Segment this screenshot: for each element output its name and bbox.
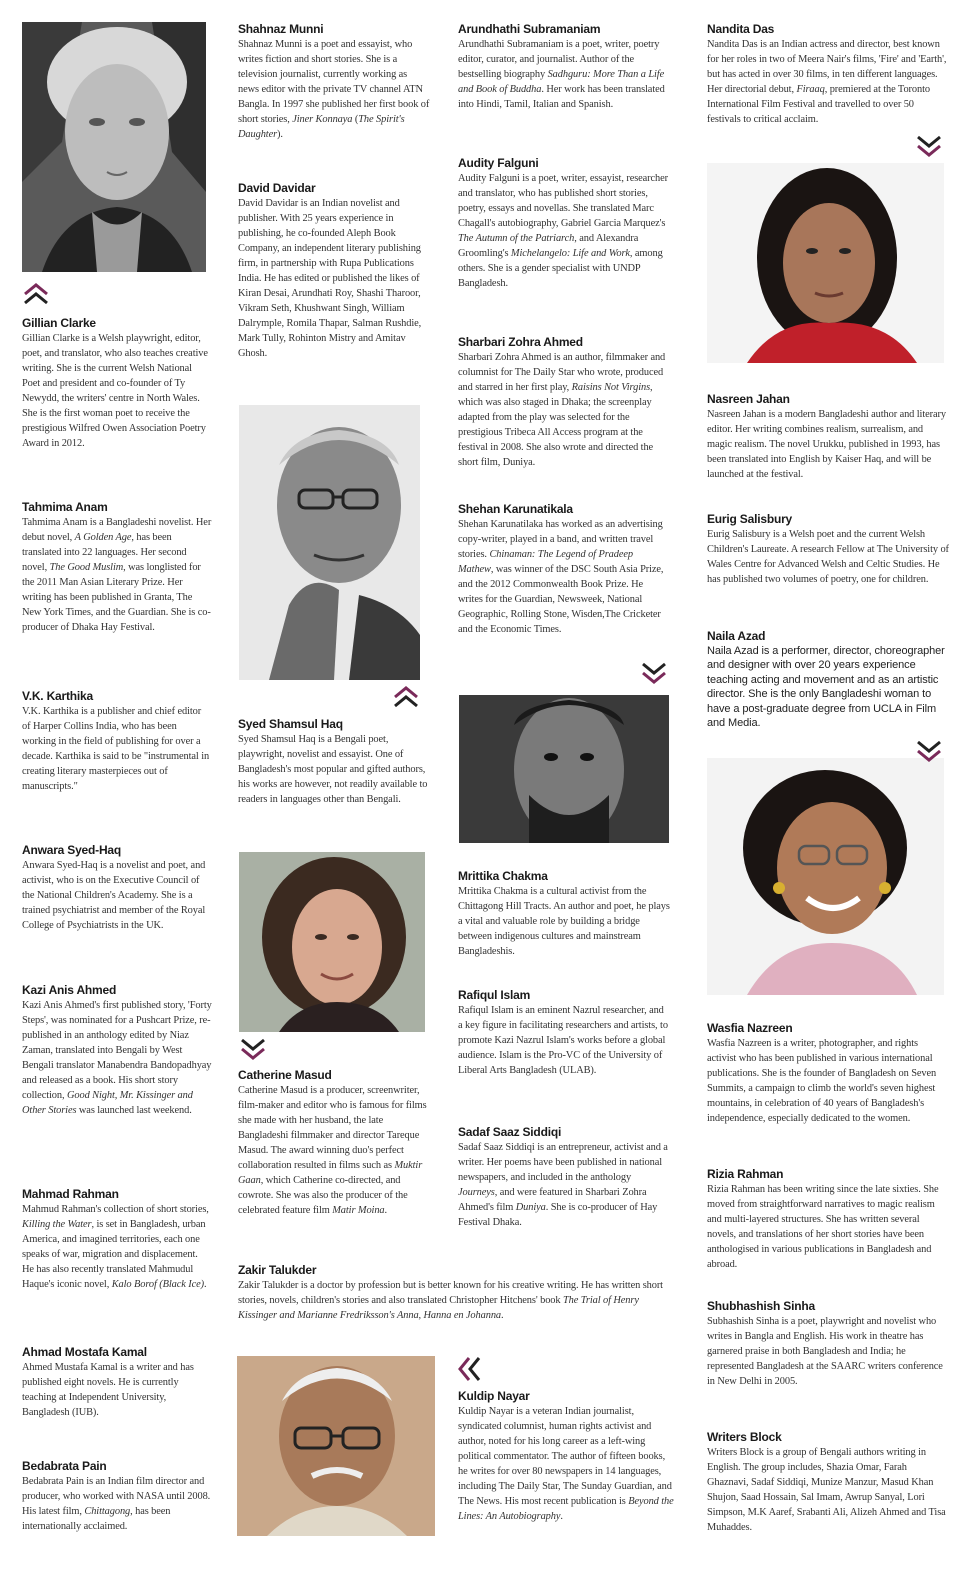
author-name: Rizia Rahman <box>707 1167 784 1181</box>
author-name: Audity Falguni <box>458 156 539 170</box>
author-name: Naila Azad <box>707 629 766 643</box>
author-bio: Gillian Clarke is a Welsh playwright, editor, poet, and translator, who also teaches creative writing. She is the current Welsh National Poet and president and co-founder of Ty Newydd, the writers' centre in North Wales. She is the first woman poet to receive the prestigious Wilfred Owen Association Poetry Award in 2012. <box>22 333 208 449</box>
entry-catherine-masud <box>238 1068 430 1218</box>
author-name: Kazi Anis Ahmed <box>22 983 117 997</box>
author-name: Anwara Syed-Haq <box>22 843 122 857</box>
entry-kuldip-nayar <box>458 1389 676 1524</box>
entry-naila-azad <box>707 629 949 730</box>
entry-nandita-das <box>707 22 949 127</box>
entry-writers-block <box>707 1430 949 1535</box>
chevron-up-icon <box>393 686 419 708</box>
author-bio: Zakir Talukder is a doctor by profession but is better known for his creative writing. He has written short stories, novels, children's stories and also translated Christopher Hitchens' book The Trial of Henry Kissinger and Marianne Fredriksson's Anna, Hanna en Johanna. <box>238 1280 663 1321</box>
chevron-down-icon <box>916 135 942 157</box>
entry-nasreen-jahan <box>707 392 949 482</box>
entry-ahmad-mostafa-kamal <box>22 1345 212 1420</box>
entry-sharbari-zohra-ahmed <box>458 335 670 470</box>
author-bio: Rizia Rahman has been writing since the late sixties. She moved from straightforward narratives to magic realism and multi-layered structures. She has written several novels, and translations of her short stories have been anthologised in various publications in Bangladesh and abroad. <box>707 1184 939 1270</box>
entry-zakir-talukder <box>238 1263 668 1323</box>
entry-mahmad-rahman <box>22 1187 212 1292</box>
author-bio: Catherine Masud is a producer, screenwriter, film-maker and editor who is famous for films she made with her husband, the late Bangladeshi filmmaker and director Tareque Masud. The award winning duo's perfect collaboration resulted in films such as Muktir Gaan, which Catherine co-directed, and cowrote. She was also the producer of the celebrated feature film Matir Moina. <box>238 1085 427 1216</box>
author-bio: Writers Block is a group of Bengali authors writing in English. The group includes, Shazia Omar, Farah Ghaznavi, Sadaf Siddiqi, Munize Manzur, Masud Khan Shujon, Saad Hossain, Sal Imam, Awrup Sanyal, Lori Simpson, M.K Aaref, Srabanti Ali, Alizeh Ahmed and Tisa Muhaddes. <box>707 1447 946 1533</box>
author-bio: David Davidar is an Indian novelist and publisher. With 25 years experience in publishing, he co-founded Aleph Book Company, an independent literary publishing firm, in partnership with Rupa Publications India. He has edited or published the likes of Kiran Desai, Arundhati Roy, Shashi Tharoor, Vikram Seth, Khushwant Singh, William Dalrymple, Romila Thapar, Salman Rushdie, Mark Tully, Rohinton Mistry and Amitav Ghosh. <box>238 198 422 359</box>
author-name: David Davidar <box>238 181 316 195</box>
entry-bedabrata-pain <box>22 1459 212 1534</box>
author-bio: Ahmed Mustafa Kamal is a writer and has published eight novels. He is currently teaching at Independent University, Bangladesh (IUB). <box>22 1362 194 1418</box>
nandita-das-photo <box>707 163 944 363</box>
author-bio: Eurig Salisbury is a Welsh poet and the current Welsh Children's Laureate. A research Fellow at The University of Wales Centre for Advanced Welsh and Celtic Studies. He has published two volumes of poetry, one for children. <box>707 529 949 585</box>
author-name: Eurig Salisbury <box>707 512 793 526</box>
author-bio: Tahmima Anam is a Bangladeshi novelist. Her debut novel, A Golden Age, has been translated into 22 languages. Her second novel, The Good Muslim, was longlisted for the 2011 Man Asian Literary Prize. Her writing has been published in Granta, The New York Times, and the Guardian. She is co-producer of Dhaka Hay Festival. <box>22 517 212 633</box>
author-name: Ahmad Mostafa Kamal <box>22 1345 147 1359</box>
author-bio: Rafiqul Islam is an eminent Nazrul researcher, and a key figure in facilitating researchers and artists, to promote Kazi Nazrul Islam's works before a global audience. Islam is the Pro-VC of the University of Liberal Arts Bangladesh (ULAB). <box>458 1005 668 1076</box>
entry-shahnaz-munni <box>238 22 430 142</box>
gillian-clarke-photo <box>22 22 206 272</box>
author-bio: Syed Shamsul Haq is a Bengali poet, playwright, novelist and essayist. One of Bangladesh's most popular and gifted authors, his works are however, not readily available to readers in languages other than Bengali. <box>238 734 428 805</box>
author-bio: Bedabrata Pain is an Indian film director and producer, who worked with NASA until 2008. His latest film, Chittagong, has been internationally acclaimed. <box>22 1476 211 1532</box>
author-name: Shahnaz Munni <box>238 22 324 36</box>
entry-shehan-karunatilaka <box>458 502 670 637</box>
author-bio: Audity Falguni is a poet, writer, essayist, researcher and translator, who has published short stories, poetry, essays and novellas. She translated Marc Chagall's autobiography, Gabriel Garcia Marquez's The Autumn of the Patriarch, and Alexandra Groomling's Michelangelo: Life and Work, among others. She is a gender specialist with UNDP Bangladesh. <box>458 173 669 289</box>
author-name: Tahmima Anam <box>22 500 108 514</box>
author-name: Shehan Karunatikala <box>458 502 573 516</box>
author-bio: Sharbari Zohra Ahmed is an author, filmmaker and columnist for The Daily Star who wrote, produced and starred in her first play, Raisins Not Virgins, which was also staged in Dhaka; the screenplay adapted from the play was selected for the prestigious Tribeca All Access program at the festival in 2008. She also wrote and directed the short film, Duniya. <box>458 352 666 468</box>
entry-rafiqul-islam <box>458 988 670 1078</box>
author-name: Rafiqul Islam <box>458 988 531 1002</box>
author-name: Writers Block <box>707 1430 782 1444</box>
author-name: Arundhathi Subramaniam <box>458 22 601 36</box>
entry-shubhashish-sinha <box>707 1299 949 1389</box>
kuldip-nayar-photo <box>237 1356 435 1536</box>
author-name: Kuldip Nayar <box>458 1389 530 1403</box>
entry-tahmima-anam <box>22 500 212 635</box>
entry-audity-falguni <box>458 156 670 291</box>
author-bio: Kazi Anis Ahmed's first published story, 'Forty Steps', was nominated for a Pushcart Prize, re-published in an anthology edited by Niaz Zaman, translated into Bengali by West Bengali translator Manabendra Bandopadhyay and released as a book. His short story collection, Good Night, Mr. Kissinger and Other Stories was launched last weekend. <box>22 1000 212 1116</box>
chevron-up-icon <box>23 283 49 305</box>
author-bio: Wasfia Nazreen is a writer, photographer, and rights activist who has been published in various international publications. She is the founder of Bangladesh on Seven Summits, a campaign to climb the world's seven highest mountains, in celebration of 40 years of Bangladesh's independence, especially dedicated to the women. <box>707 1038 937 1124</box>
author-bio: Mrittika Chakma is a cultural activist from the Chittagong Hill Tracts. An author and poet, he plays a vital and valuable role by building a bridge between indigenous cultures and mainstream Bangladeshis. <box>458 886 670 957</box>
author-name: Shubhashish Sinha <box>707 1299 815 1313</box>
author-bio: Sadaf Saaz Siddiqi is an entrepreneur, activist and a writer. Her poems have been published in national newspapers, and included in the anthology Journeys, and were featured in Sharbari Zohra Ahmed's film Duniya. She is co-producer of Hay Festival Dhaka. <box>458 1142 668 1228</box>
entry-wasfia-nazreen <box>707 1021 949 1126</box>
entry-sadaf-saaz-siddiqi <box>458 1125 670 1230</box>
author-bio: Arundhathi Subramaniam is a poet, writer, poetry editor, curator, and journalist. Author of the bestselling biography Sadhguru: More Than a Life and Book of Buddha. Her work has been translated into Hindi, Tamil, Italian and Spanish. <box>458 39 665 110</box>
entry-rizia-rahman <box>707 1167 949 1272</box>
author-name: Mahmad Rahman <box>22 1187 119 1201</box>
entry-david-davidar <box>238 181 430 361</box>
author-bio: Nasreen Jahan is a modern Bangladeshi author and literary editor. Her writing combines realism, surrealism, and magic realism. The novel Urukku, published in 1993, has been translated into English by Kaiser Haq, and will be launched at the festival. <box>707 409 946 480</box>
entry-gillian-clarke <box>22 316 212 451</box>
author-bio: Mahmud Rahman's collection of short stories, Killing the Water, is set in Bangladesh, urban America, and imagined territories, each one speaks of war, migration and displacement. He has also recently translated Mahmudul Haque's iconic novel, Kalo Borof (Black Ice). <box>22 1204 209 1290</box>
chevron-left-icon <box>458 1356 482 1382</box>
catherine-masud-photo <box>239 852 425 1032</box>
author-name: Sadaf Saaz Siddiqi <box>458 1125 562 1139</box>
chevron-down-icon <box>240 1038 266 1060</box>
entry-syed-shamsul-haq <box>238 717 430 807</box>
author-bio: Anwara Syed-Haq is a novelist and poet, and activist, who is on the Executive Council of the National Children's Academy. She is a trained psychiatrist and member of the Royal College of Psychiatrists in the UK. <box>22 860 206 931</box>
author-name: Syed Shamsul Haq <box>238 717 343 731</box>
author-name: Sharbari Zohra Ahmed <box>458 335 583 349</box>
author-bio: Shehan Karunatilaka has worked as an advertising copy-writer, played in a band, and written travel stories. Chinaman: The Legend of Pradeep Mathew, was winner of the DSC South Asia Prize, and the 2012 Commonwealth Book Prize. He writes for the Guardian, Newsweek, National Geographic, Rolling Stone, Wisden,The Cricketer and the Economic Times. <box>458 519 664 635</box>
author-name: Nasreen Jahan <box>707 392 790 406</box>
author-name: Catherine Masud <box>238 1068 332 1082</box>
author-bio: Shahnaz Munni is a poet and essayist, who writes fiction and short stories. She is a television journalist, currently working as news editor with the private TV channel ATN Bangla. In 1997 she published her first book of short stories, Jiner Konnaya (The Spirit's Daughter). <box>238 39 430 140</box>
author-name: V.K. Karthika <box>22 689 93 703</box>
author-name: Bedabrata Pain <box>22 1459 107 1473</box>
entry-arundhathi-subramaniam <box>458 22 670 112</box>
author-name: Wasfia Nazreen <box>707 1021 793 1035</box>
syed-shamsul-haq-photo <box>239 405 420 680</box>
entry-eurig-salisbury <box>707 512 949 587</box>
chevron-down-icon <box>916 740 942 762</box>
author-name: Zakir Talukder <box>238 1263 317 1277</box>
author-bio: Naila Azad is a performer, director, choreographer and designer with over 20 years experience teaching acting and movement and as an artistic director. She is the only Bangladeshi woman to have a post-graduate degree from UCLA in Film and Media. <box>707 645 945 730</box>
author-name: Mrittika Chakma <box>458 869 548 883</box>
author-bio: Subhashish Sinha is a poet, playwright and novelist who writes in Bangla and English. His work in theatre has garnered praise in both Bangladesh and India; he represented Bangladesh at the SAARC writers conference in New Delhi in 2005. <box>707 1316 943 1387</box>
naila-azad-photo <box>707 758 944 995</box>
author-bio: V.K. Karthika is a publisher and chief editor of Harper Collins India, who has been working in the field of publishing for over a decade. Karthika is said to be "instrumental in creating literary masterpieces out of manuscripts." <box>22 706 210 792</box>
entry-kazi-anis-ahmed <box>22 983 212 1118</box>
shehan-karunatilaka-photo <box>459 695 669 843</box>
entry-anwara-syed-haq <box>22 843 212 933</box>
entry-mrittika-chakma <box>458 869 670 959</box>
author-name: Nandita Das <box>707 22 775 36</box>
entry-vk-karthika <box>22 689 212 794</box>
chevron-down-icon <box>641 662 667 684</box>
author-name: Gillian Clarke <box>22 316 96 330</box>
author-bio: Nandita Das is an Indian actress and director, best known for her roles in two of Meera Nair's films, 'Fire' and 'Earth', but has acted in over 30 films, in ten different languages. Her directorial debut, Firaaq, premiered at the Toronto International Film Festival and travelled to over 50 festivals to critical acclaim. <box>707 39 947 125</box>
author-bio: Kuldip Nayar is a veteran Indian journalist, syndicated columnist, human rights activist and author, noted for his long career as a left-wing political commentator. The author of fifteen books, he writes for over 80 newspapers in 14 languages, including The Daily Star, The Sunday Guardian, and The News. His most recent publication is Beyond the Lines: An Autobiography. <box>458 1406 674 1522</box>
